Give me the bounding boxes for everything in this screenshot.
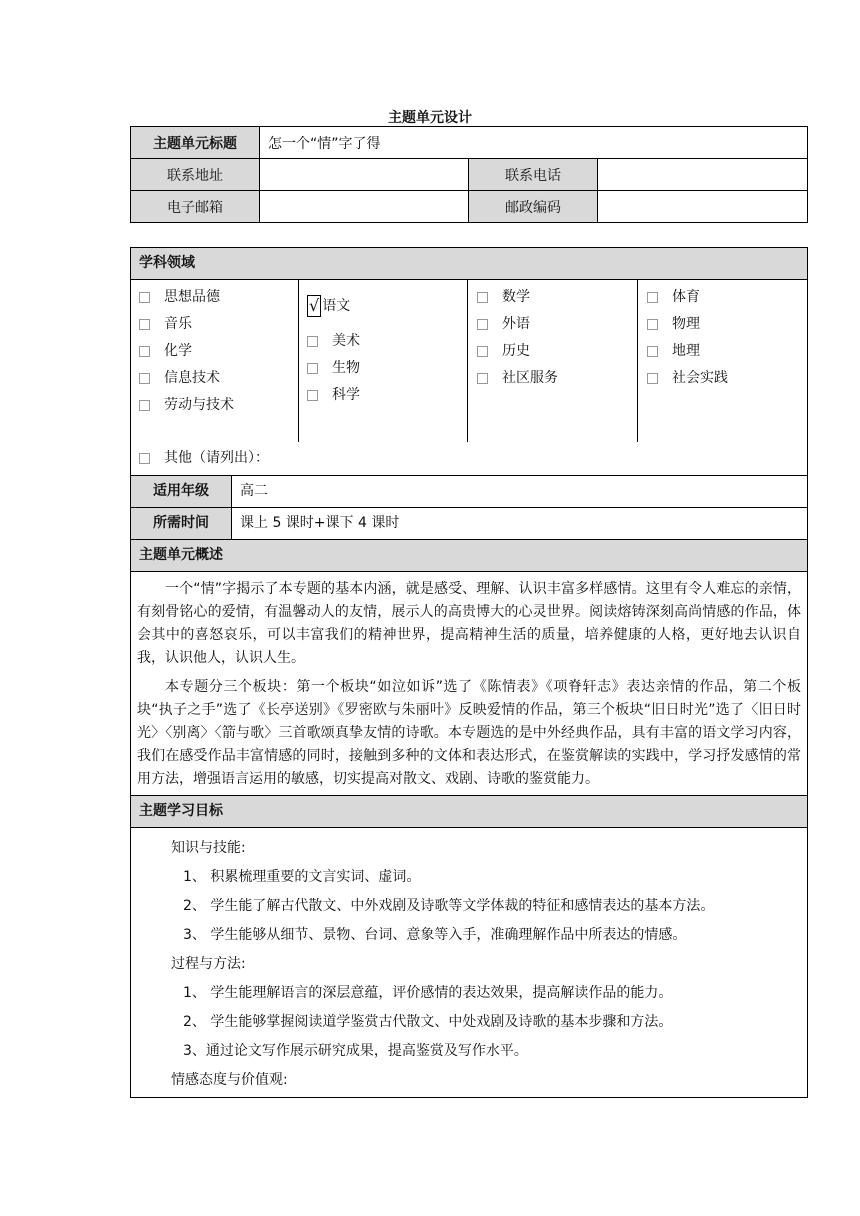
- checkbox[interactable]: [139, 453, 150, 464]
- goals-header: 主题学习目标: [131, 796, 807, 828]
- postcode-label: 邮政编码: [469, 191, 598, 223]
- attitude-title: 情感态度与价值观:: [171, 1072, 288, 1088]
- checkbox[interactable]: [139, 400, 150, 411]
- subject-item-checked[interactable]: √ 语文: [309, 296, 351, 315]
- phone-field[interactable]: [598, 159, 808, 191]
- subject-column-4: [639, 280, 807, 442]
- checkbox[interactable]: [477, 373, 488, 384]
- subject-item[interactable]: 外语: [477, 311, 637, 338]
- address-label: 联系地址: [131, 159, 260, 191]
- checkbox[interactable]: [647, 373, 658, 384]
- process-item-3: 3、通过论文写作展示研究成果，提高鉴赏及写作水平。: [183, 1043, 528, 1059]
- grade-label: 适用年级: [131, 476, 232, 507]
- goals-body: [131, 828, 807, 1097]
- checkbox[interactable]: [139, 373, 150, 384]
- grade-row: [131, 476, 807, 508]
- subject-item[interactable]: 劳动与技术: [139, 392, 298, 419]
- time-value: 课上 5 课时+课下 4 课时: [240, 515, 400, 531]
- subject-grid: [131, 280, 807, 442]
- checkbox[interactable]: [139, 319, 150, 330]
- time-row: [131, 508, 807, 540]
- checkbox[interactable]: [307, 390, 318, 401]
- unit-design-table: [130, 247, 808, 1098]
- overview-paragraph-1: 一个“情”字揭示了本专题的基本内涵，就是感受、理解、认识丰富多样感情。这里有令人难忘的亲情，有刻骨铭心的爱情，有温馨动人的友情，展示人的高贵博大的心灵世界。阅读熔铸深刻高尚情感的作品，体会其中的喜怒哀乐，可以丰富我们的精神世界，提高精神生活的质量，培养健康的人格，更好地去认识自我，认识他人，认识人生。: [137, 581, 801, 666]
- unit-title-label: 主题单元标题: [131, 127, 260, 159]
- checkbox[interactable]: [477, 319, 488, 330]
- checkbox[interactable]: [307, 336, 318, 347]
- subject-item[interactable]: 体育: [647, 284, 807, 311]
- check-mark-icon[interactable]: √: [309, 296, 320, 315]
- email-field[interactable]: [260, 191, 469, 223]
- subject-item[interactable]: 音乐: [139, 311, 298, 338]
- subject-item[interactable]: 思想品德: [139, 284, 298, 311]
- checkbox[interactable]: [647, 346, 658, 357]
- unit-title-value: 怎一个“情”字了得: [260, 127, 808, 159]
- time-label: 所需时间: [131, 508, 232, 539]
- checkbox[interactable]: [477, 292, 488, 303]
- checkbox[interactable]: [307, 363, 318, 374]
- knowledge-item-1: 1、 积累梳理重要的文言实词、虚词。: [183, 869, 421, 885]
- postcode-field[interactable]: [598, 191, 808, 223]
- knowledge-item-3: 3、 学生能够从细节、景物、台词、意象等入手，准确理解作品中所表达的情感。: [183, 927, 687, 943]
- subject-item[interactable]: 生物: [307, 355, 467, 382]
- overview-header: 主题单元概述: [131, 540, 807, 572]
- document-title: 主题单元设计: [388, 110, 472, 126]
- subject-item[interactable]: 地理: [647, 338, 807, 365]
- address-field[interactable]: [260, 159, 469, 191]
- knowledge-item-2: 2、 学生能了解古代散文、中外戏剧及诗歌等文学体裁的特征和感情表达的基本方法。: [183, 898, 715, 914]
- checkbox[interactable]: [139, 346, 150, 357]
- process-title: 过程与方法:: [171, 956, 246, 972]
- phone-label: 联系电话: [469, 159, 598, 191]
- process-item-1: 1、 学生能理解语言的深层意蕴，评价感情的表达效果，提高解读作品的能力。: [183, 985, 673, 1001]
- overview-paragraph-2: 本专题分三个板块：第一个板块“如泣如诉”选了《陈情表》《项脊轩志》表达亲情的作品，第二个板块“执子之手”选了《长亭送别》《罗密欧与朱丽叶》反映爱情的作品，第三个板块“旧日时光”选了〈旧日时光〉〈别离〉〈箭与歌〉三首歌颂真挚友情的诗歌。本专题选的是中外经典作品，具有丰富的语文学习内容，我们在感受作品丰富情感的同时，接触到多种的文体和表达形式，在鉴赏解读的实践中，学习抒发感情的常用方法，增强语言运用的敏感，切实提高对散文、戏剧、诗歌的鉴赏能力。: [137, 679, 801, 787]
- subject-item[interactable]: 社会实践: [647, 365, 807, 392]
- overview-body: [131, 572, 807, 796]
- subject-item[interactable]: 历史: [477, 338, 637, 365]
- checkbox[interactable]: [647, 292, 658, 303]
- subject-column-3: [469, 280, 638, 442]
- contact-table: [130, 126, 808, 223]
- subject-area-header: 学科领域: [131, 248, 807, 280]
- knowledge-title: 知识与技能:: [171, 840, 246, 856]
- subject-item[interactable]: 科学: [307, 382, 467, 409]
- other-subject-label: 其他（请列出）：: [164, 450, 269, 466]
- subject-item[interactable]: 数学: [477, 284, 637, 311]
- subject-column-2: [300, 280, 468, 442]
- subject-item[interactable]: 美术: [307, 328, 467, 355]
- process-item-2: 2、 学生能够掌握阅读道学鉴赏古代散文、中处戏剧及诗歌的基本步骤和方法。: [183, 1014, 673, 1030]
- checkbox[interactable]: [139, 292, 150, 303]
- subject-column-1: [131, 280, 299, 442]
- checkbox[interactable]: [647, 319, 658, 330]
- subject-item[interactable]: 信息技术: [139, 365, 298, 392]
- grade-value: 高二: [240, 483, 268, 499]
- other-subject-row[interactable]: [131, 442, 807, 476]
- email-label: 电子邮箱: [131, 191, 260, 223]
- subject-item[interactable]: 社区服务: [477, 365, 637, 392]
- checkbox[interactable]: [477, 346, 488, 357]
- subject-item[interactable]: 物理: [647, 311, 807, 338]
- subject-item[interactable]: 化学: [139, 338, 298, 365]
